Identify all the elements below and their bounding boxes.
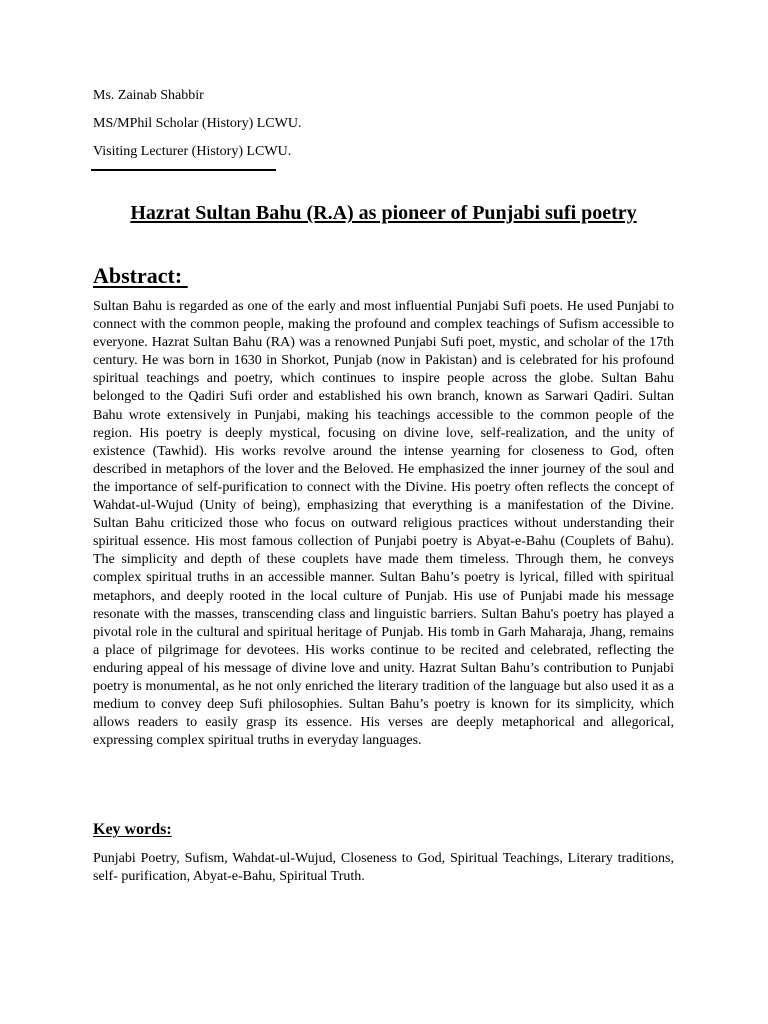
author-name: Ms. Zainab Shabbir xyxy=(93,88,204,103)
abstract-heading: Abstract: xyxy=(93,263,188,288)
author-block xyxy=(93,87,674,171)
abstract-body: Sultan Bahu is regarded as one of the early and most influential Punjabi Sufi poets. He used Punjabi to connect with the common people, making the profound and complex teachings of Sufism accessible to everyone. Hazrat Sultan Bahu (RA) was a renowned Punjabi Sufi poet, mystic, and scholar of the 17th century. He was born in 1630 in Shorkot, Punjab (now in Pakistan) and is celebrated for his profound spiritual teachings and poetry, which continues to inspire people across the globe. Sultan Bahu belonged to the Qadiri Sufi order and established his own branch, known as Sarwari Qadiri. Sultan Bahu wrote extensively in Punjabi, making his teachings accessible to the common people of the region. His poetry is deeply mystical, focusing on divine love, self-realization, and the unity of existence (Tawhid). His works revolve around the intense yearning for closeness to God, often described in metaphors of the lover and the Beloved. He emphasized the inner journey of the soul and the importance of self-purification to connect with the Divine. His poetry often reflects the concept of Wahdat-ul-Wujud (Unity of being), emphasizing that everything is a manifestation of the Divine. Sultan Bahu criticized those who focus on outward religious practices without understanding their spiritual essence. His most famous collection of Punjabi poetry is Abyat-e-Bahu (Couplets of Bahu). The simplicity and depth of these couplets have made them timeless. Through them, he conveys complex spiritual truths in an accessible manner. Sultan Bahu’s poetry is lyrical, filled with spiritual metaphors, and deeply rooted in the local culture of Punjab. His use of Punjabi made his message resonate with the masses, transcending class and linguistic barriers. Sultan Bahu's poetry has played a pivotal role in the cultural and spiritual heritage of Punjab. His tomb in Garh Maharaja, Jhang, remains a place of pilgrimage for devotees. His works continue to be recited and celebrated, reflecting the enduring appeal of his message of divine love and unity. Hazrat Sultan Bahu’s contribution to Punjabi poetry is monumental, as he not only enriched the literary tradition of the language but also used it as a medium to convey deep Sufi philosophies. Sultan Bahu’s poetry is known for its simplicity, which allows readers to easily grasp its essence. His verses are deeply metaphorical and allegorical, expressing complex spiritual truths in everyday languages. xyxy=(93,299,674,749)
author-divider xyxy=(91,169,276,171)
paper-title: Hazrat Sultan Bahu (R.A) as pioneer of Punjabi sufi poetry xyxy=(130,202,637,224)
author-position-lecturer: Visiting Lecturer (History) LCWU. xyxy=(93,144,292,159)
author-position-scholar: MS/MPhil Scholar (History) LCWU. xyxy=(93,116,302,131)
keywords-heading: Key words: xyxy=(93,821,172,838)
keywords-body: Punjabi Poetry, Sufism, Wahdat-ul-Wujud, Closeness to God, Spiritual Teachings, Literary traditions, self- purification, Abyat-e-Bahu, Spiritual Truth. xyxy=(93,851,674,884)
